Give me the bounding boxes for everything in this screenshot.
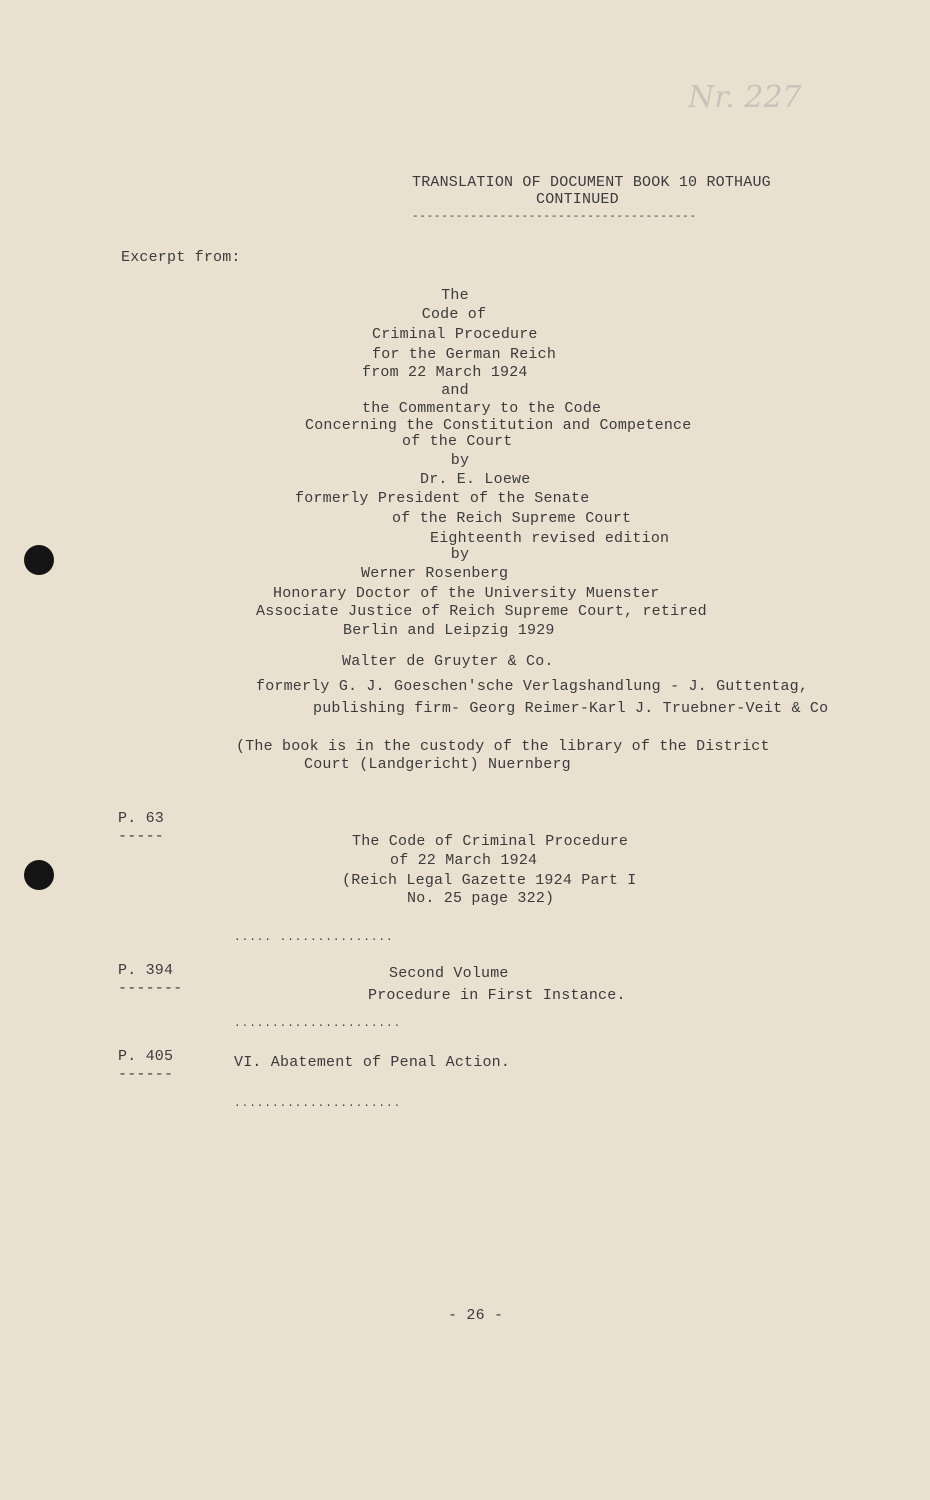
title-line: and <box>441 382 469 399</box>
custody-note-line-1: (The book is in the custody of the library of the District <box>236 738 770 755</box>
title-line: from 22 March 1924 <box>362 364 528 381</box>
title-line: Concerning the Constitution and Competence <box>305 417 692 434</box>
title-line: the Commentary to the Code <box>362 400 602 417</box>
publisher-formerly-line-2: publishing firm- Georg Reimer-Karl J. Truebner-Veit & Co <box>313 700 829 717</box>
title-line: for the German Reich <box>372 346 557 363</box>
section-separator: ...................... <box>234 1018 402 1030</box>
section-page-ref-underline: ------- <box>118 980 183 997</box>
section-page-ref: P. 405 <box>118 1048 174 1065</box>
page-number: - 26 - <box>448 1307 504 1324</box>
excerpt-label: Excerpt from: <box>121 249 241 266</box>
title-line: by <box>450 546 470 563</box>
section-line: No. 25 page 322) <box>407 890 555 907</box>
section-line: The Code of Criminal Procedure <box>352 833 629 850</box>
title-line: Dr. E. Loewe <box>420 471 531 488</box>
title-line: Associate Justice of Reich Supreme Court, retired <box>256 603 707 620</box>
section-page-ref: P. 63 <box>118 810 165 827</box>
title-line: Berlin and Leipzig 1929 <box>343 622 555 639</box>
section-separator: ..... ............... <box>234 932 394 944</box>
title-line: Werner Rosenberg <box>361 565 509 582</box>
punch-hole-bottom <box>24 860 54 890</box>
title-line: Code of <box>421 306 487 323</box>
handwritten-number: Nr. 227 <box>688 80 802 115</box>
section-page-ref-underline: ------ <box>118 1066 174 1083</box>
section-line: Procedure in First Instance. <box>368 987 626 1004</box>
section-line: (Reich Legal Gazette 1924 Part I <box>342 872 637 889</box>
publisher-formerly-line-1: formerly G. J. Goeschen'sche Verlagshandlung - J. Guttentag, <box>256 678 809 695</box>
section-page-ref-underline: ----- <box>118 828 165 845</box>
section-page-ref: P. 394 <box>118 962 174 979</box>
header-line-2: CONTINUED <box>536 191 619 208</box>
publisher-name: Walter de Gruyter & Co. <box>342 653 554 670</box>
header-line-1: TRANSLATION OF DOCUMENT BOOK 10 ROTHAUG <box>412 174 771 191</box>
title-line: The <box>441 287 469 304</box>
title-line: Criminal Procedure <box>372 326 538 343</box>
header-rule: --------------------------------------- <box>412 211 697 223</box>
section-separator: ...................... <box>234 1098 402 1110</box>
custody-note-line-2: Court (Landgericht) Nuernberg <box>304 756 571 773</box>
title-line: formerly President of the Senate <box>295 490 590 507</box>
title-line: of the Reich Supreme Court <box>392 510 632 527</box>
title-line: by <box>450 452 470 469</box>
title-line: of the Court <box>402 433 513 450</box>
section-line: of 22 March 1924 <box>390 852 538 869</box>
section-line: VI. Abatement of Penal Action. <box>234 1054 511 1071</box>
section-line: Second Volume <box>389 965 509 982</box>
punch-hole-top <box>24 545 54 575</box>
title-line: Eighteenth revised edition <box>430 530 670 547</box>
title-line: Honorary Doctor of the University Muenster <box>273 585 660 602</box>
